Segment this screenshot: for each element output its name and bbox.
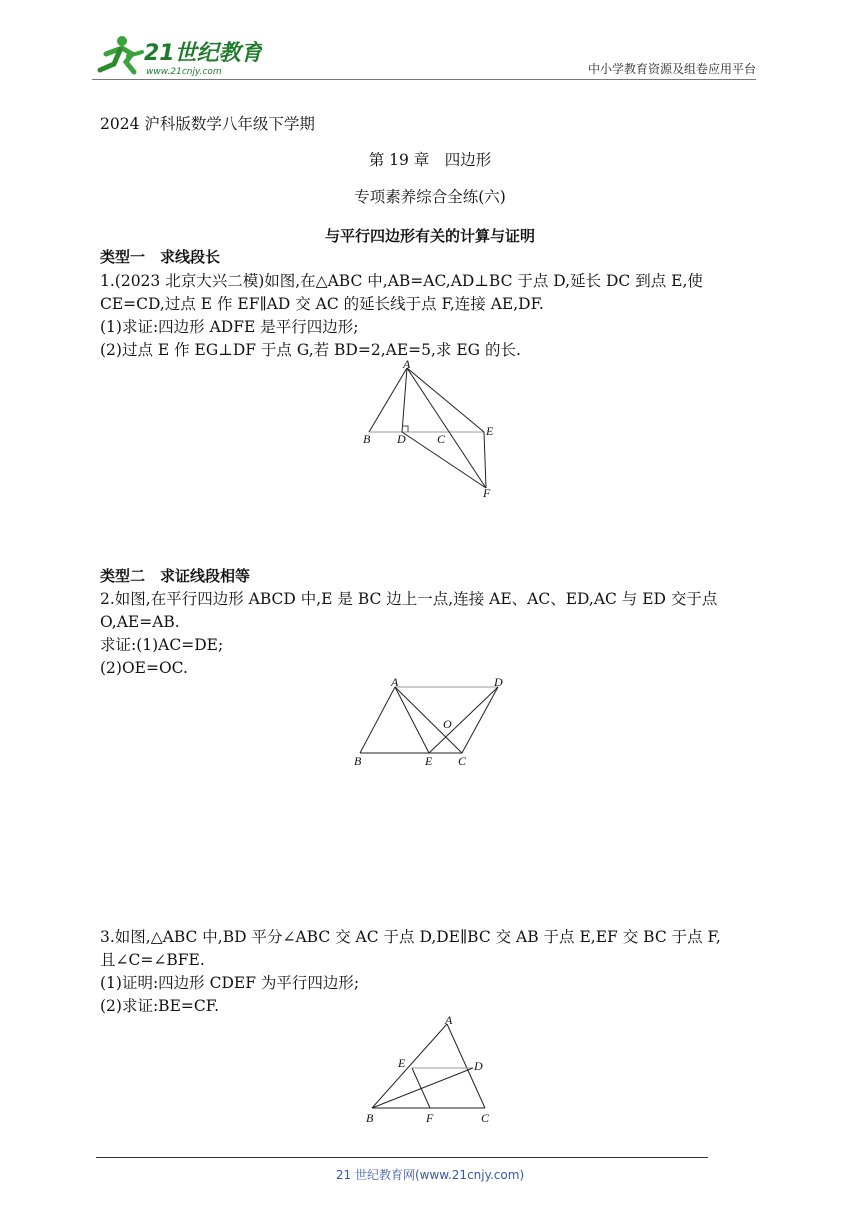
q2-line1: 2.如图,在平行四边形 ABCD 中,E 是 BC 边上一点,连接 AE、AC、ED,AC 与 ED 交于点 bbox=[100, 590, 718, 608]
fig3-label-e: E bbox=[398, 1056, 406, 1070]
fig2-label-c: C bbox=[458, 754, 467, 768]
fig3-label-c: C bbox=[481, 1111, 490, 1125]
footer-divider bbox=[96, 1157, 708, 1158]
footer-link[interactable]: 21 世纪教育网(www.21cnjy.com) bbox=[335, 1168, 525, 1182]
fig1-label-b: B bbox=[363, 432, 371, 446]
fig2-label-b: B bbox=[354, 754, 362, 768]
header-platform-text: 中小学教育资源及组卷应用平台 bbox=[587, 62, 756, 76]
fig2-label-a: A bbox=[391, 675, 399, 689]
fig2-label-o: O bbox=[443, 717, 452, 731]
logo-text: 21世纪教育 bbox=[144, 41, 262, 66]
q2-part1: 求证:(1)AC=DE; bbox=[100, 636, 224, 654]
q1-part1: (1)求证:四边形 ADFE 是平行四边形; bbox=[100, 318, 359, 336]
fig2-label-e: E bbox=[425, 754, 433, 768]
q3-part2: (2)求证:BE=CF. bbox=[100, 997, 219, 1015]
header-divider bbox=[92, 79, 756, 80]
fig3-label-d: D bbox=[474, 1059, 483, 1073]
q3-line2: 且∠C=∠BFE. bbox=[100, 951, 205, 969]
fig3-label-a: A bbox=[445, 1013, 453, 1027]
chapter-title: 第 19 章 四边形 bbox=[368, 151, 492, 169]
doc-subtitle: 2024 沪科版数学八年级下学期 bbox=[100, 115, 315, 133]
q3-line1: 3.如图,△ABC 中,BD 平分∠ABC 交 AC 于点 D,DE∥BC 交 AB 于点 E,EF 交 BC 于点 F, bbox=[100, 928, 721, 946]
fig1-label-c: C bbox=[437, 432, 446, 446]
q3-part1: (1)证明:四边形 CDEF 为平行四边形; bbox=[100, 974, 360, 992]
q2-line2: O,AE=AB. bbox=[100, 613, 180, 631]
q2-part2: (2)OE=OC. bbox=[100, 659, 188, 677]
section2-heading: 类型二 求证线段相等 bbox=[100, 567, 251, 585]
fig1-label-e: E bbox=[486, 424, 494, 438]
fig2-label-d: D bbox=[494, 675, 503, 689]
fig1-label-f: F bbox=[483, 486, 491, 500]
site-logo bbox=[92, 32, 262, 82]
fig1-label-d: D bbox=[397, 432, 406, 446]
section1-heading: 类型一 求线段长 bbox=[100, 248, 221, 266]
q1-line2: CE=CD,过点 E 作 EF∥AD 交 AC 的延长线于点 F,连接 AE,DF. bbox=[100, 295, 544, 313]
practice-title: 专项素养综合全练(六) bbox=[354, 188, 506, 206]
figure-1 bbox=[355, 360, 505, 500]
q1-part2: (2)过点 E 作 EG⊥DF 于点 G,若 BD=2,AE=5,求 EG 的长. bbox=[100, 341, 521, 359]
q1-line1: 1.(2023 北京大兴二模)如图,在△ABC 中,AB=AC,AD⊥BC 于点 D,延长 DC 到点 E,使 bbox=[100, 272, 703, 290]
topic-title: 与平行四边形有关的计算与证明 bbox=[324, 227, 535, 245]
fig1-label-a: A bbox=[403, 360, 411, 371]
figure-3 bbox=[360, 1010, 500, 1130]
logo-url: www.21cnjy.com bbox=[146, 67, 222, 77]
fig3-label-f: F bbox=[426, 1111, 434, 1125]
runner-icon bbox=[100, 36, 142, 72]
fig3-label-b: B bbox=[366, 1111, 374, 1125]
figure-2 bbox=[350, 675, 510, 770]
